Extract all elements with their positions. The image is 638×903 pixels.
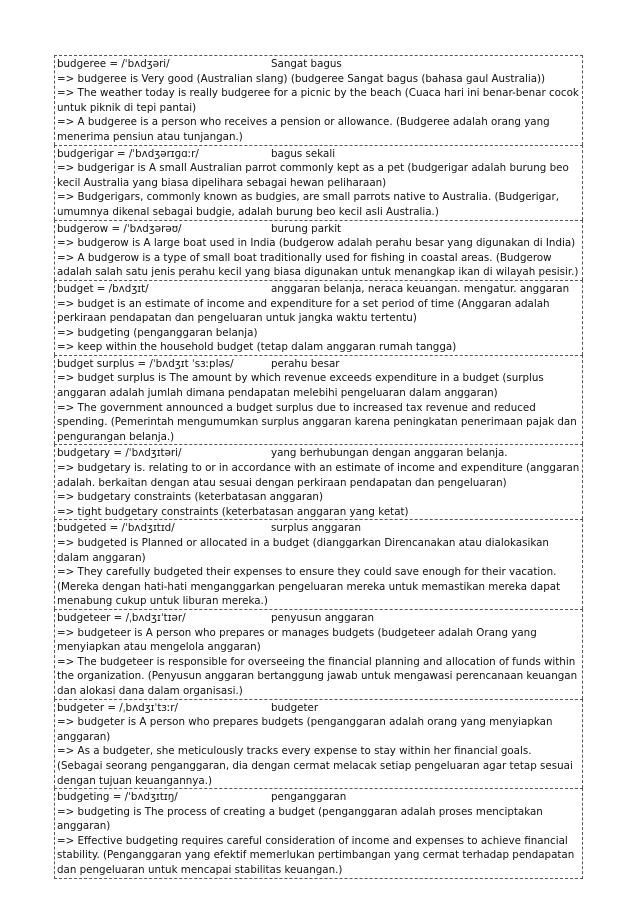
entry-budgeree — [54, 55, 583, 145]
entry-term: budgeting = /ˈbʌdʒɪtɪŋ/ — [57, 791, 178, 804]
entry-line: => A budgerow is a type of small boat traditionally used for fishing in coastal areas. (Budgerow adalah salah satu jenis perahu kecil yang biasa digunakan untuk menangkap ikan di wilayah pesisir.) — [57, 251, 579, 279]
entry-header — [57, 222, 580, 237]
entry-line: => The budgeteer is responsible for overseeing the financial planning and allocation of funds within the organization. (Penyusun anggaran bertanggung jawab untuk mengawasi perencanaan keuangan dan alokasi dana dalam organisasi.) — [57, 655, 578, 697]
entry-budget — [54, 280, 583, 355]
entry-line: => budgeting (penganggaran belanja) — [57, 326, 258, 339]
entry-line: => A budgeree is a person who receives a pension or allowance. (Budgeree adalah orang yang menerima pensiun atau tunjangan.) — [57, 116, 550, 143]
entry-term: budgerigar = /ˈbʌdʒərɪɡɑːr/ — [57, 147, 199, 160]
entry-line: => Budgerigars, commonly known as budgies, are small parrots native to Australia. (Budgerigar, umumnya dikenal sebagai budgie, adalah burung beo kecil asli Australia.) — [57, 191, 559, 218]
entry-header — [57, 357, 580, 372]
entry-translation: perahu besar — [271, 357, 340, 370]
entry-line: => They carefully budgeted their expenses to ensure they could save enough for their vacation. (Mereka dengan hati-hati menganggarkan pengeluaran mereka untuk memastikan mereka dapat menabung cukup untuk liburan mereka.) — [57, 566, 561, 608]
entry-translation: penyusun anggaran — [271, 611, 374, 624]
entry-term: budgeter = /ˌbʌdʒɪˈtɜːr/ — [57, 701, 179, 714]
entry-header — [57, 282, 580, 297]
entry-term: budget = /bʌdʒɪt/ — [57, 282, 149, 295]
entry-header — [57, 701, 580, 716]
entry-line: => The government announced a budget surplus due to increased tax revenue and reduced spending. (Pemerintah mengumumkan surplus anggaran karena peningkatan penerimaan pajak dan pengurangan belanja.) — [57, 401, 577, 443]
entry-translation: bagus sekali — [271, 147, 336, 160]
entry-translation: Sangat bagus — [271, 58, 342, 70]
entry-line: => The weather today is really budgeree for a picnic by the beach (Cuaca hari ini benar-benar cocok untuk piknik di tepi pantai) — [57, 87, 579, 114]
entry-line: => budgeting is The process of creating a budget (penganggaran adalah proses menciptakan anggaran) — [57, 805, 543, 833]
entry-line: => budget is an estimate of income and expenditure for a set period of time (Anggaran adalah perkiraan pendapatan dan pengeluaran untuk jangka waktu tertentu) — [57, 297, 550, 325]
entry-budgeteer — [54, 609, 583, 699]
entry-translation: surplus anggaran — [271, 522, 361, 535]
entry-translation: budgeter — [271, 701, 319, 714]
entry-line: => budgeted is Planned or allocated in a budget (dianggarkan Direncanakan atau dialokasikan dalam anggaran) — [57, 537, 549, 564]
entry-header — [57, 57, 580, 72]
entry-budgeting — [54, 788, 583, 879]
entry-line: => budgetary is. relating to or in accordance with an estimate of income and expenditure (anggaran adalah. berkaitan dengan atau sesuai dengan perkiraan pendapatan dan pengeluaran) — [57, 462, 580, 489]
entry-translation: burung parkit — [271, 222, 342, 235]
entry-line: => Effective budgeting requires careful consideration of income and expenses to achieve financial stability. (Penganggaran yang efektif memerlukan pertimbangan yang cermat terhadap pendapatan dan pengeluaran untuk mencapai stabilitas keuangan.) — [57, 834, 575, 877]
entry-header — [57, 521, 580, 536]
entry-term: budgeteer = /ˌbʌdʒɪˈtɪər/ — [57, 611, 186, 624]
entry-term: budgeted = /ˈbʌdʒɪtɪd/ — [57, 522, 175, 535]
entry-line: => budgeree is Very good (Australian slang) (budgeree Sangat bagus (bahasa gaul Australia)) — [57, 72, 546, 85]
entry-line: => tight budgetary constraints (keterbatasan anggaran yang ketat) — [57, 505, 409, 518]
entry-line: => budgeter is A person who prepares budgets (penganggaran adalah orang yang menyiapkan anggaran) — [57, 716, 553, 743]
entry-translation: anggaran belanja, neraca keuangan. mengatur. anggaran — [271, 282, 570, 295]
entry-budgeter — [54, 699, 583, 789]
dictionary-page — [54, 55, 583, 879]
entry-budget-surplus — [54, 355, 583, 445]
entry-header — [57, 790, 580, 805]
entry-line: => budget surplus is The amount by which revenue exceeds expenditure in a budget (surplus anggaran adalah jumlah dimana pendapatan melebihi pengeluaran dalam anggaran) — [57, 372, 544, 400]
entry-term: budgerow = /ˈbʌdʒərəʊ/ — [57, 222, 182, 235]
entry-budgerow — [54, 220, 583, 280]
entry-term: budget surplus = /ˈbʌdʒɪt ˈsɜːpləs/ — [57, 357, 234, 370]
entry-budgeted — [54, 519, 583, 609]
entry-line: => budgerigar is A small Australian parrot commonly kept as a pet (budgerigar adalah burung beo kecil Australia yang biasa dipelihara sebagai hewan peliharaan) — [57, 162, 569, 189]
entry-term: budgeree = /ˈbʌdʒəri/ — [57, 58, 170, 70]
entry-header — [57, 446, 580, 461]
entry-header — [57, 611, 580, 626]
entry-line: => budgetary constraints (keterbatasan anggaran) — [57, 491, 323, 504]
entry-line: => keep within the household budget (tetap dalam anggaran rumah tangga) — [57, 341, 457, 354]
entry-budgerigar — [54, 145, 583, 220]
entry-translation: yang berhubungan dengan anggaran belanja. — [271, 447, 508, 460]
entry-term: budgetary = /ˈbʌdʒɪtəri/ — [57, 447, 182, 460]
entry-header — [57, 147, 580, 162]
entry-line: => As a budgeter, she meticulously tracks every expense to stay within her financial goals. (Sebagai seorang penganggaran, dia dengan cermat melacak setiap pengeluaran agar tetap sesuai dengan tujuan keuangannya.) — [57, 745, 573, 787]
entry-budgetary — [54, 444, 583, 519]
entry-translation: penganggaran — [271, 791, 347, 804]
entry-line: => budgeteer is A person who prepares or manages budgets (budgeteer adalah Orang yang menyiapkan atau mengelola anggaran) — [57, 626, 537, 654]
entry-line: => budgerow is A large boat used in India (budgerow adalah perahu besar yang digunakan di India) — [57, 237, 576, 250]
